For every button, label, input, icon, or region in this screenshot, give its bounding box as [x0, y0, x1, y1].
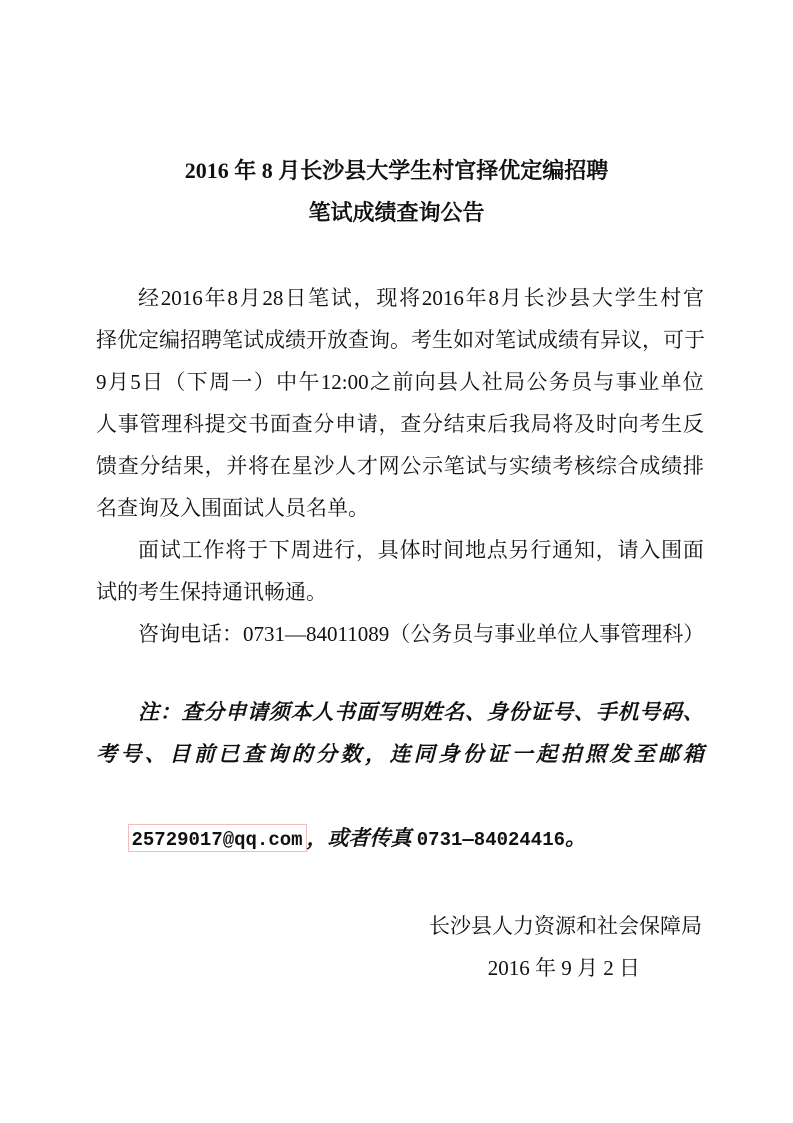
- body-line: 咨询电话：0731—84011089（公务员与事业单位人事管理科）: [138, 622, 705, 646]
- body-line: 人 事 管 理 科 提 交 书 面 查 分 申 请 ， 查 分 结 束 后 我 局 将 及 时 向 考 生 反: [96, 412, 704, 436]
- body-line: 试的考生保持通讯畅通。: [96, 580, 327, 604]
- title-line: 笔试成绩查询公告: [308, 200, 485, 225]
- note-line: 考 号 、 目 前 已 查 询 的 分 数 ， 连 同 身 份 证 一 起 拍 照 发 至 邮 箱: [96, 742, 704, 766]
- note-line-end: 。: [565, 826, 587, 850]
- body-line: 择 优 定 编 招 聘 笔 试 成 绩 开 放 查 询 。 考 生 如 对 笔 试 成 绩 有 异 议 ， 可 于: [96, 328, 705, 352]
- body-line: 馈 查 分 结 果 ， 并 将 在 星 沙 人 才 网 公 示 笔 试 与 实 绩 考 核 综 合 成 绩 排: [96, 454, 704, 478]
- note-after-email: ，或者传真: [306, 826, 417, 850]
- title-line: 2016 年 8 月长沙县大学生村官择优定编招聘: [184, 158, 609, 183]
- email-address: 25729017@qq.com: [131, 829, 303, 851]
- body-line: 经 2016 年 8 月 28 日 笔 试 ， 现 将 2016 年 8 月 长 沙 县 大 学 生 村 官: [138, 286, 704, 310]
- note-line: 注 ： 查 分 申 请 须 本 人 书 面 写 明 姓 名 、 身 份 证 号 、 手 机 号 码 、: [138, 700, 704, 724]
- note-section: [96, 691, 704, 851]
- fax-number: 0731—84024416: [416, 829, 566, 851]
- body-line: 9 月 5 日 （ 下 周 一 ） 中 午 12:00 之 前 向 县 人 社 局 公 务 员 与 事 业 单 位: [96, 370, 704, 394]
- body-line: 面 试 工 作 将 于 下 周 进 行 ， 具 体 时 间 地 点 另 行 通 知 ， 请 入 围 面: [138, 538, 704, 562]
- document-title: [0, 150, 793, 234]
- body-line: 名查询及入围面试人员名单。: [96, 496, 369, 520]
- email-link[interactable]: [128, 824, 307, 852]
- note-final-line: [96, 775, 704, 851]
- body-text: [96, 277, 704, 655]
- signature-date: 2016 年 9 月 2 日: [487, 956, 640, 980]
- signature-organization: 长沙县人力资源和社会保障局: [429, 914, 702, 938]
- note-lines: [96, 691, 704, 775]
